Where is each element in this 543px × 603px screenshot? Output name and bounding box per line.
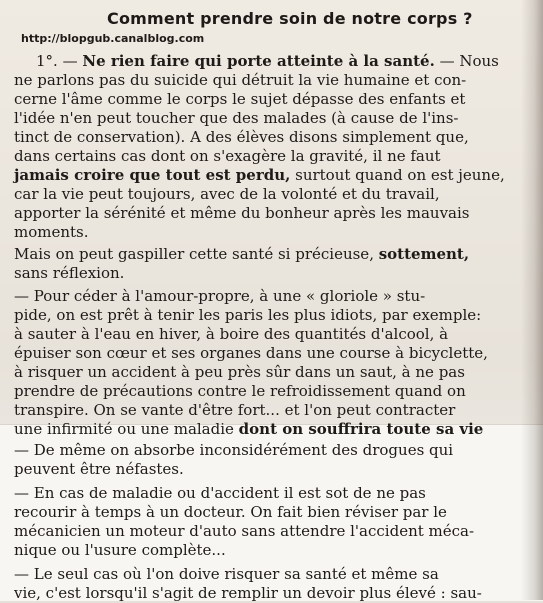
line-segment: car la vie peut toujours, avec de la volonté et du travail,	[14, 185, 440, 203]
text-line	[14, 204, 470, 223]
page-title: Comment prendre soin de notre corps ?	[107, 9, 473, 28]
text-line	[14, 522, 474, 541]
line-segment: apporter la sérénité et même du bonheur après les mauvais	[14, 204, 470, 222]
line-segment: cerne l'âme comme le corps le sujet dépasse des enfants et	[14, 90, 466, 108]
text-line	[14, 441, 453, 460]
line-segment: prendre de précautions contre le refroidissement quand on	[14, 382, 466, 400]
line-segment: à sauter à l'eau en hiver, à boire des quantités d'alcool, à	[14, 325, 449, 343]
line-segment: — Nous	[434, 52, 499, 70]
line-segment: l'idée n'en peut toucher que des malades (à cause de l'ins-	[14, 109, 459, 127]
watermark-url: http://blopgub.canalblog.com	[21, 32, 205, 45]
line-segment: dans certains cas dont on s'exagère la gravité, il ne faut	[14, 147, 441, 165]
line-segment: sans réflexion.	[14, 264, 125, 282]
page-edge-shadow	[521, 0, 543, 600]
line-segment: transpire. On se vante d'être fort... et l'on peut contracter	[14, 401, 456, 419]
emphasis-text: dont on souffrira toute sa vie	[238, 420, 484, 438]
text-line	[14, 306, 481, 325]
line-segment: recourir à temps à un docteur. On fait bien réviser par le	[14, 503, 447, 521]
line-segment: mécanicien un moteur d'auto sans attendre l'accident méca-	[14, 522, 475, 540]
text-line	[14, 484, 426, 503]
text-line	[14, 460, 184, 479]
line-segment: — En cas de maladie ou d'accident il est sot de ne pas	[14, 484, 426, 502]
text-line	[14, 344, 488, 363]
text-line	[36, 52, 499, 71]
emphasis-text: jamais croire que tout est perdu,	[14, 166, 291, 184]
text-line	[14, 245, 469, 264]
text-line	[14, 223, 89, 242]
line-segment: vie, c'est lorsqu'il s'agit de remplir un devoir plus élevé : sau-	[14, 584, 482, 602]
text-line	[14, 420, 483, 439]
text-line	[14, 401, 455, 420]
text-line	[14, 147, 441, 166]
line-segment: tinct de conservation). A des élèves disons simplement que,	[14, 128, 469, 146]
text-line	[14, 109, 458, 128]
line-segment: une infirmité ou une maladie	[14, 420, 239, 438]
text-line	[14, 503, 447, 522]
line-segment: — Le seul cas où l'on doive risquer sa santé et même sa	[14, 565, 439, 583]
text-line	[14, 185, 440, 204]
text-line	[14, 71, 466, 90]
text-line	[14, 325, 448, 344]
text-line	[14, 128, 469, 147]
emphasis-text: sottement,	[378, 245, 470, 263]
line-segment: peuvent être néfastes.	[14, 460, 184, 478]
line-segment: ne parlons pas du suicide qui détruit la vie humaine et con-	[14, 71, 467, 89]
emphasis-text: Ne rien faire qui porte atteinte à la santé.	[82, 52, 435, 70]
text-line	[14, 382, 466, 401]
line-segment: surtout quand on est jeune,	[290, 166, 505, 184]
line-segment: à risquer un accident à peu près sûr dans un saut, à ne pas	[14, 363, 465, 381]
line-segment: pide, on est prêt à tenir les paris les plus idiots, par exemple:	[14, 306, 482, 324]
text-line	[14, 584, 482, 603]
line-segment: nique ou l'usure complète...	[14, 541, 226, 559]
line-segment: Mais on peut gaspiller cette santé si précieuse,	[14, 245, 379, 263]
line-segment: 1°. —	[36, 52, 83, 70]
line-segment: moments.	[14, 223, 89, 241]
text-line	[14, 565, 439, 584]
text-line	[14, 363, 465, 382]
line-segment: épuiser son cœur et ses organes dans une course à bicyclette,	[14, 344, 488, 362]
line-segment: — Pour céder à l'amour-propre, à une « gloriole » stu-	[14, 287, 426, 305]
line-segment: — De même on absorbe inconsidérément des drogues qui	[14, 441, 454, 459]
text-line	[14, 541, 226, 560]
text-line	[14, 264, 124, 283]
text-line	[14, 287, 425, 306]
text-line	[14, 90, 465, 109]
text-line	[14, 166, 505, 185]
